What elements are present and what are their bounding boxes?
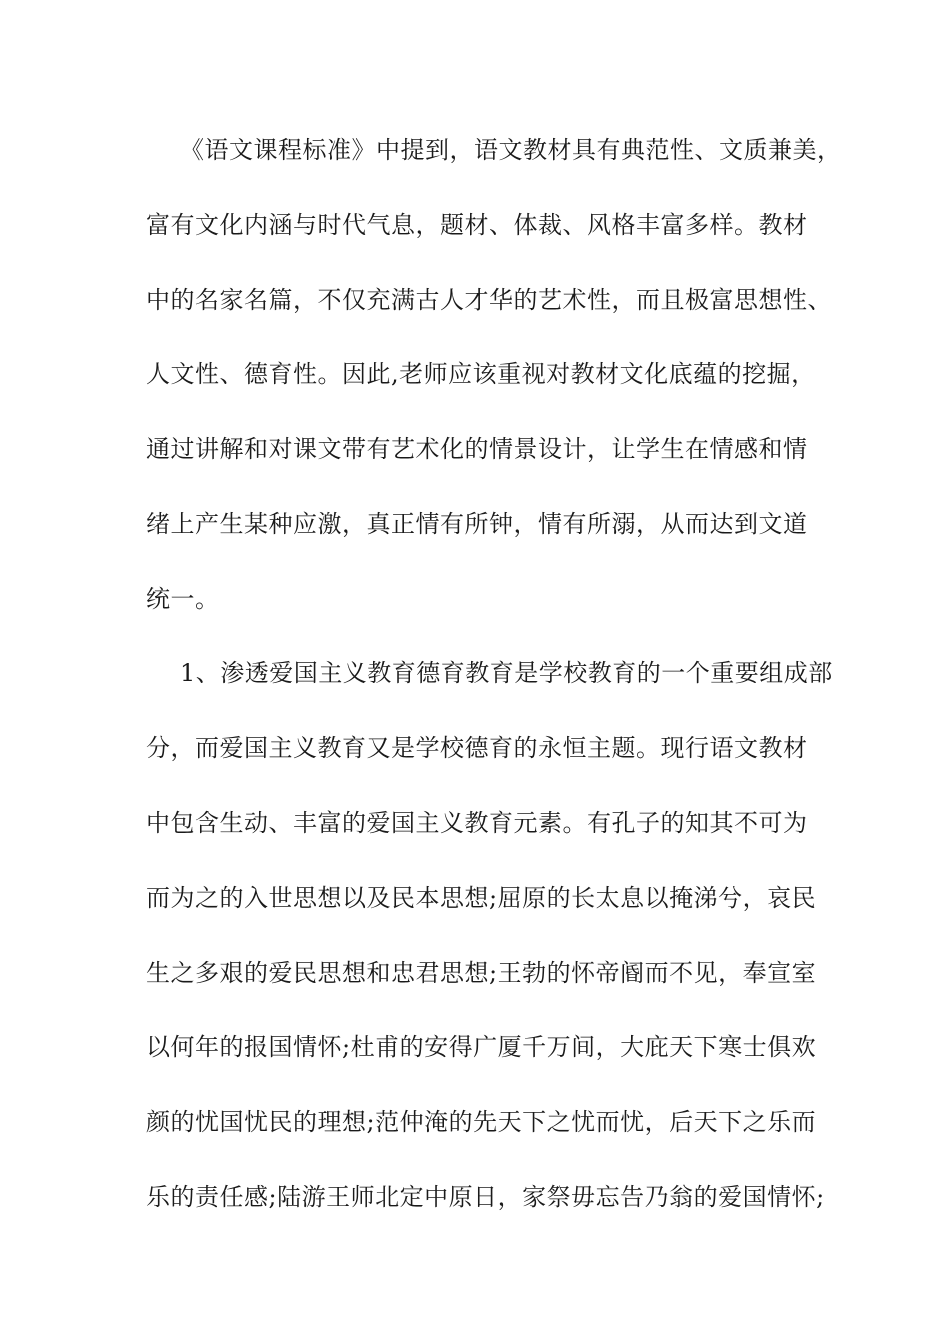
text-line-2: 富有文化内涵与时代气息，题材、体裁、风格丰富多样。教材 — [146, 211, 808, 239]
text-line-9: 分，而爱国主义教育又是学校德育的永恒主题。现行语文教材 — [146, 734, 808, 762]
text-line-1: 《语文课程标准》中提到，语文教材具有典范性、文质兼美， — [180, 136, 842, 164]
text-line-15: 乐的责任感;陆游王师北定中原日，家祭毋忘告乃翁的爱国情怀; — [146, 1183, 825, 1211]
text-line-14: 颜的忧国忧民的理想;范仲淹的先天下之忧而忧，后天下之乐而 — [146, 1108, 817, 1136]
text-line-11: 而为之的入世思想以及民本思想;屈原的长太息以掩涕兮，哀民 — [146, 884, 817, 912]
text-line-8: 1、渗透爱国主义教育德育教育是学校教育的一个重要组成部 — [180, 659, 833, 687]
text-line-6: 绪上产生某种应激，真正情有所钟，情有所溺，从而达到文道 — [146, 510, 808, 538]
text-line-10: 中包含生动、丰富的爱国主义教育元素。有孔子的知其不可为 — [146, 809, 808, 837]
text-line-4: 人文性、德育性。因此,老师应该重视对教材文化底蕴的挖掘， — [146, 360, 816, 388]
text-line-13: 以何年的报国情怀;杜甫的安得广厦千万间，大庇天下寒士俱欢 — [146, 1033, 817, 1061]
text-line-5: 通过讲解和对课文带有艺术化的情景设计，让学生在情感和情 — [146, 435, 808, 463]
text-line-12: 生之多艰的爱民思想和忠君思想;王勃的怀帝阍而不见，奉宣室 — [146, 959, 817, 987]
text-line-3: 中的名家名篇，不仅充满古人才华的艺术性，而且极富思想性、 — [146, 286, 832, 314]
text-line-7: 统一。 — [146, 585, 220, 613]
